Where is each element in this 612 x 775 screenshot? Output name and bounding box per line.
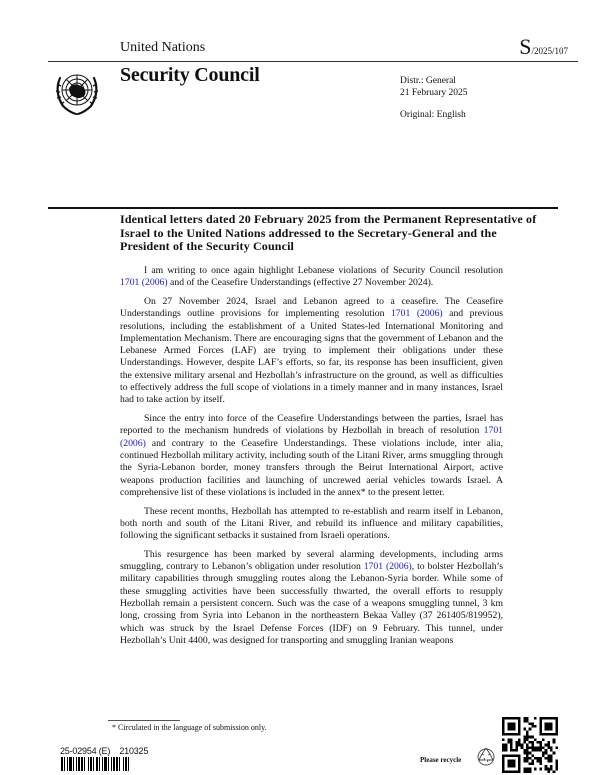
qr-module — [502, 749, 505, 752]
qr-code-icon — [502, 717, 558, 773]
qr-module — [539, 746, 542, 749]
qr-module — [526, 770, 529, 773]
qr-module — [545, 722, 553, 730]
qr-module — [545, 744, 548, 747]
paragraph-text: I am writing to once again highlight Lebanese violations of Security Council resolution — [144, 265, 503, 276]
qr-module — [545, 765, 548, 768]
qr-module — [526, 736, 529, 739]
qr-module — [523, 760, 526, 763]
qr-module — [547, 757, 550, 760]
qr-module — [553, 752, 556, 755]
qr-module — [553, 741, 556, 744]
qr-module — [510, 738, 513, 741]
qr-module — [523, 736, 526, 739]
footnote-rule — [108, 720, 180, 721]
qr-module — [529, 770, 532, 773]
qr-module — [537, 741, 540, 744]
qr-module — [555, 765, 558, 768]
barcode-icon — [61, 757, 165, 771]
qr-module — [547, 746, 550, 749]
qr-module — [507, 722, 515, 730]
qr-module — [539, 762, 542, 765]
qr-module — [542, 754, 545, 757]
body-paragraph — [120, 549, 503, 647]
qr-module — [523, 717, 526, 720]
letter-body — [120, 265, 503, 654]
qr-module — [529, 757, 532, 760]
qr-module — [537, 749, 540, 752]
qr-module — [526, 752, 529, 755]
qr-module — [555, 760, 558, 763]
qr-module — [545, 749, 548, 752]
security-council-heading: Security Council — [120, 64, 260, 86]
qr-module — [529, 746, 532, 749]
qr-module — [523, 741, 526, 744]
qr-module — [526, 733, 529, 736]
qr-module — [510, 749, 513, 752]
symbol-letter: S — [519, 34, 532, 59]
paragraph-text: , to bolster Hezbollah’s military capabilities through smuggling routes along the Lebanon-Syria border. While some of these smuggling activities have been successfully thwarted, the overall efforts to resupply Hezbollah remain a persistent concern. Such was the case of a weapons smuggling tunnel, 3 km long, crossing from Syria into Lebanon in the northeastern Bekaa Valley (37 261405/819952), which was struck by the Israel Defense Forces (IDF) on 9 February. This tunnel, under Hezbollah’s Unit 4400, was designed for transporting and smuggling Iranian weapons — [120, 561, 503, 646]
qr-module — [529, 762, 532, 765]
qr-module — [534, 725, 537, 728]
resolution-link[interactable]: 1701 (2006) — [390, 308, 443, 320]
recycle-icon — [476, 746, 496, 766]
qr-module — [529, 722, 532, 725]
qr-module — [526, 720, 529, 723]
qr-module — [531, 762, 534, 765]
qr-module — [526, 768, 529, 771]
resolution-link[interactable]: 1701 (2006) — [120, 277, 168, 289]
qr-module — [550, 749, 553, 752]
qr-module — [507, 738, 510, 741]
qr-module — [531, 736, 534, 739]
paragraph-text: and contrary to the Ceasefire Understandings. These violations include, inter alia, continued Hezbollah military activity, including south of the Litani River, arms smuggling through the Syria-Lebanon border, money transfers through the Beirut International Airport, active weapons production facilities and launching of uncrewed aerial vehicles towards Israel. A comprehensive list of these violations is included in the annex* to the present letter. — [120, 437, 503, 498]
qr-module — [539, 749, 542, 752]
body-paragraph — [120, 413, 503, 499]
qr-module — [518, 744, 521, 747]
qr-module — [547, 744, 550, 747]
qr-module — [510, 746, 513, 749]
qr-module — [531, 760, 534, 763]
paragraph-text: and of the Ceasefire Understandings (effective 27 November 2024). — [167, 277, 434, 289]
qr-module — [507, 760, 515, 768]
qr-module — [534, 717, 537, 720]
qr-module — [502, 744, 505, 747]
qr-module — [523, 728, 526, 731]
qr-module — [513, 749, 516, 752]
paragraph-text: On 27 November 2024, Israel and Lebanon agreed to a ceasefire. The Ceasefire Understandings outline provisions for implementing resolution — [120, 295, 503, 320]
qr-module — [526, 730, 529, 733]
qr-module — [542, 746, 545, 749]
qr-module — [537, 746, 540, 749]
symbol-number: /2025/107 — [531, 46, 568, 56]
qr-module — [550, 760, 553, 763]
qr-module — [523, 768, 526, 771]
qr-module — [526, 754, 529, 757]
qr-module — [526, 738, 529, 741]
paragraph-text: These recent months, Hezbollah has attempted to re-establish and rearm itself in Lebanon, both north and south of the Litani River, and rebuild its influence and military capabilities, following the significant setbacks it sustained from Israeli operations. — [120, 505, 503, 542]
qr-module — [523, 770, 526, 773]
qr-module — [518, 738, 521, 741]
qr-module — [529, 768, 532, 771]
qr-module — [547, 768, 550, 771]
qr-module — [515, 744, 518, 747]
barcode-bar — [129, 757, 131, 771]
qr-module — [510, 744, 513, 747]
qr-module — [553, 770, 556, 773]
qr-module — [531, 722, 534, 725]
qr-module — [545, 768, 548, 771]
qr-module — [526, 746, 529, 749]
qr-module — [555, 746, 558, 749]
qr-module — [523, 720, 526, 723]
qr-module — [550, 757, 553, 760]
distribution-status: Distr.: General — [400, 76, 456, 86]
un-emblem-icon — [52, 66, 102, 116]
qr-module — [547, 741, 550, 744]
qr-module — [510, 741, 513, 744]
footnote: * Circulated in the language of submission only. — [112, 723, 267, 732]
qr-module — [515, 741, 518, 744]
document-symbol — [519, 34, 568, 60]
distribution-block — [400, 75, 468, 121]
original-language: Original: English — [400, 110, 466, 120]
qr-module — [534, 768, 537, 771]
qr-module — [545, 757, 548, 760]
qr-module — [553, 738, 556, 741]
qr-module — [526, 757, 529, 760]
qr-module — [523, 757, 526, 760]
qr-module — [534, 738, 537, 741]
qr-module — [550, 765, 553, 768]
qr-module — [545, 752, 548, 755]
qr-module — [547, 770, 550, 773]
qr-module — [531, 746, 534, 749]
qr-module — [507, 741, 510, 744]
qr-module — [539, 757, 542, 760]
qr-module — [521, 746, 524, 749]
qr-module — [531, 744, 534, 747]
qr-module — [547, 754, 550, 757]
body-paragraph — [120, 296, 503, 407]
qr-module — [531, 741, 534, 744]
body-paragraph — [120, 265, 503, 290]
qr-module — [523, 749, 526, 752]
title-rule — [48, 207, 558, 209]
job-number: 25-02954 (E) 210325 — [60, 746, 149, 756]
qr-module — [539, 744, 542, 747]
document-date: 21 February 2025 — [400, 88, 468, 98]
resolution-link[interactable]: 1701 (2006) — [363, 561, 412, 573]
qr-module — [550, 754, 553, 757]
qr-module — [539, 768, 542, 771]
qr-module — [518, 741, 521, 744]
qr-module — [542, 752, 545, 755]
qr-module — [529, 752, 532, 755]
qr-module — [531, 749, 534, 752]
qr-module — [529, 728, 532, 731]
qr-module — [529, 736, 532, 739]
qr-module — [526, 744, 529, 747]
qr-module — [502, 746, 505, 749]
paragraph-text: Since the entry into force of the Ceasefire Understandings between the parties, Israel has reported to the mechanism hundreds of violations by Hezbollah in breach of resolution — [120, 413, 503, 437]
recycle-label: Please recycle — [420, 756, 462, 764]
body-paragraph — [120, 506, 503, 543]
qr-module — [542, 738, 545, 741]
document-title: Identical letters dated 20 February 2025 from the Permanent Representative of Israel to the United Nations addressed to the Secretary-General and the President of the Security Council — [120, 212, 537, 253]
qr-module — [555, 768, 558, 771]
qr-module — [526, 749, 529, 752]
qr-module — [539, 760, 542, 763]
qr-module — [521, 744, 524, 747]
qr-module — [550, 746, 553, 749]
paragraph-text: and previous resolutions, including the establishment of a United States-led International Monitoring and Implementation Mechanism. There are encouraging signs that the government of Lebanon and the Lebanese Armed Forces (LAF) are trying to implement their obligations under these Understandings. However, despite LAF’s efforts, so far, its response has been insufficient, given the extensive military arsenal and Hezbollah’s infrastructure on the ground, as well as difficulties to effectively address the full scope of violations in a timely manner and in many instances, Israel had to take action by itself. — [120, 308, 503, 406]
qr-module — [505, 749, 508, 752]
qr-module — [515, 746, 518, 749]
qr-module — [529, 741, 532, 744]
paragraph-text: This resurgence has been marked by several alarming developments, including arms smuggling, contrary to Lebanon’s obligation under resolution — [120, 548, 503, 573]
qr-module — [550, 768, 553, 771]
qr-module — [502, 738, 505, 741]
qr-module — [526, 760, 529, 763]
qr-module — [505, 746, 508, 749]
organization-name: United Nations — [120, 40, 206, 55]
qr-module — [531, 725, 534, 728]
qr-module — [526, 717, 529, 720]
qr-module — [515, 749, 518, 752]
qr-module — [534, 746, 537, 749]
resolution-link[interactable]: 1701 (2006) — [120, 425, 503, 449]
qr-module — [547, 760, 550, 763]
qr-module — [539, 741, 542, 744]
qr-module — [523, 738, 526, 741]
qr-module — [537, 757, 540, 760]
qr-module — [505, 744, 508, 747]
header-rule — [48, 61, 578, 62]
qr-module — [555, 762, 558, 765]
qr-module — [531, 754, 534, 757]
qr-module — [534, 749, 537, 752]
qr-module — [537, 760, 540, 763]
qr-module — [523, 752, 526, 755]
qr-module — [534, 757, 537, 760]
